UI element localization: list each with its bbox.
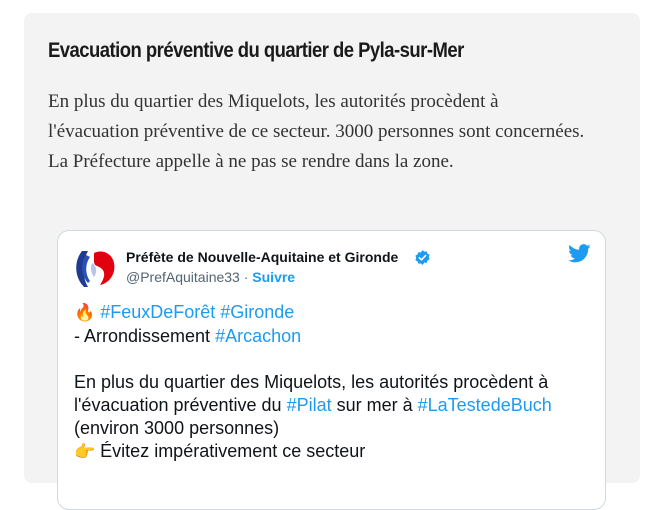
hashtag-la-teste-de-buch[interactable]: #LaTestedeBuch: [417, 395, 552, 415]
handle-separator: ·: [239, 269, 253, 285]
tweet-body: [74, 301, 599, 464]
tweet-line-2-text: - Arrondissement: [74, 326, 216, 346]
tweet-line-2: [74, 325, 599, 348]
tweet-line-6-text: Évitez impérativement ce secteur: [95, 441, 366, 461]
handle-line: [126, 269, 295, 285]
follow-link[interactable]: Suivre: [252, 269, 296, 285]
tweet-line-5: (environ 3000 personnes): [74, 418, 280, 438]
verified-badge-icon: [414, 249, 431, 266]
author-name[interactable]: Préfète de Nouvelle-Aquitaine et Gironde: [126, 249, 399, 265]
prefecture-logo-avatar[interactable]: [72, 243, 120, 291]
article-paragraph: En plus du quartier des Miquelots, les autorités procèdent à l'évacuation préventive de ce secteur. 3000 personnes sont concernées. La Préfecture appelle à ne pas se rendre dans la zone.: [48, 91, 585, 172]
twitter-bird-icon[interactable]: [568, 244, 591, 263]
tweet-blank-line: [74, 348, 599, 371]
tweet-line-1: [74, 301, 599, 325]
hashtag-pilat[interactable]: #Pilat: [286, 395, 332, 415]
pointing-hand-icon: 👉: [74, 442, 96, 462]
article-headline: Evacuation préventive du quartier de Pyla-sur-Mer: [48, 39, 464, 62]
hashtag-arcachon[interactable]: #Arcachon: [215, 326, 302, 346]
hashtag-gironde[interactable]: #Gironde: [220, 302, 295, 322]
author-handle[interactable]: @PrefAquitaine33: [126, 269, 240, 285]
embedded-tweet[interactable]: [57, 230, 606, 510]
tweet-line-6: [74, 440, 599, 464]
tweet-line-4-middle: sur mer à: [331, 395, 418, 415]
article-card: [24, 13, 640, 483]
fire-icon: 🔥: [74, 303, 96, 323]
tweet-line-4-prefix: l'évacuation préventive du: [74, 395, 287, 415]
hashtag-feux-de-foret[interactable]: #FeuxDeForêt: [100, 302, 216, 322]
tweet-line-4: [74, 394, 599, 417]
tweet-line-3: En plus du quartier des Miquelots, les autorités procèdent à: [74, 372, 549, 392]
